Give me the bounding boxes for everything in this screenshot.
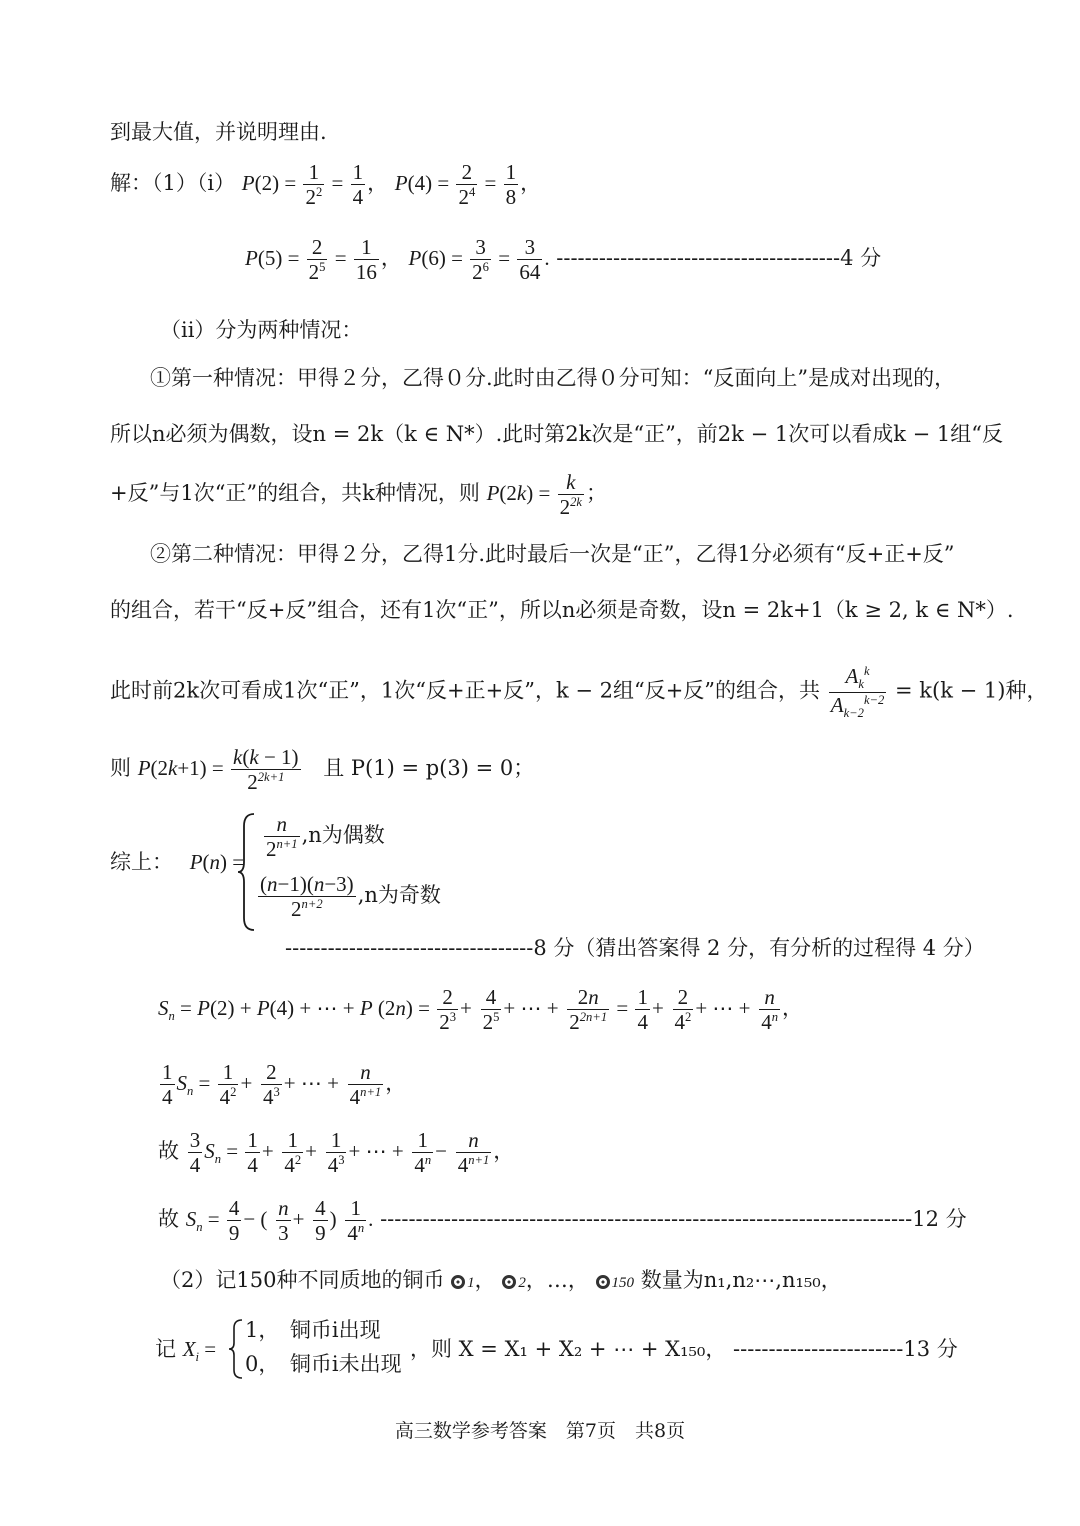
text-line: 则 P(2k+1) = $\frac{k(k - 1)}{2^{2k+1}}$ 且 P(1) = p(3) = 0； xyxy=(110,745,535,795)
solution-line-1: 解：（1）（i） P(2) = $\frac{1}{2^2}$ = $\frac{1}{4}$ ， P(4) = $\frac{2}{2^4}$ = $\frac{1}{8}$ ， xyxy=(110,160,542,210)
indicator-sum: ，则 X = X₁ + X₂ + ⋯ + X₁₅₀， ------------------------13 分 xyxy=(410,1337,958,1361)
text-line: ①第一种情况：甲得２分，乙得０分.此时由乙得０分可知：“反面向上”是成对出现的， xyxy=(150,366,956,390)
text-line: +反”与1次“正”的组合，共k种情况，则 P(2k) = $\frac{k}{2^{2k}}$ ； xyxy=(110,470,607,520)
case-even: $\frac{n}{2^{n+1}}$ ,n为偶数 xyxy=(266,812,385,862)
text-line: 到最大值，并说明理由. xyxy=(110,120,327,144)
sum-line: $\frac{1}{4}$ $S_n$ = $\frac{1}{4^2}$ + $\frac{2}{4^3}$ + ⋯ + $\frac{n}{4^{n+1}}$ ， xyxy=(162,1060,407,1110)
case-present: 1， 铜币i出现 xyxy=(245,1318,381,1342)
text-line: 此时前2k次可看成1次“正”，1次“反+正+反”，k − 2组“反+反”的组合，共 $\frac{A_k^k}{A_{k-2}^{k-2}}$ = k(k − 1)种， xyxy=(110,664,1048,720)
score-marker: ------------------------13 分 xyxy=(733,1337,958,1361)
text-line: ②第二种情况：甲得２分，乙得1分.此时最后一次是“正”，乙得1分必须有“反+正+反” xyxy=(150,542,955,566)
solution-line-2: P(5) = $\frac{2}{2^5}$ = $\frac{1}{16}$ ， P(6) = $\frac{3}{2^6}$ = $\frac{3}{64}$ . ----------------------------------------4 分 xyxy=(245,235,882,285)
sum-line: $S_n = P(2) + P(4)$ + ⋯ + P (2n) = $\frac{2}{2^3}$ + $\frac{4}{2^5}$ + ⋯ + $\frac{2n}{2^{2n+1}}$ = $\frac{1}{4}$ + $\frac{2}{4^2}$ + ⋯ + $\frac{n}{4^n}$ ， xyxy=(158,985,803,1035)
coin-icon xyxy=(502,1275,516,1289)
page-footer: 高三数学参考答案 第7页 共8页 xyxy=(394,1420,686,1442)
case-odd: $\frac{(n-1)(n-3)}{2^{n+2}}$ ,n为奇数 xyxy=(260,872,441,922)
part-2-line: （2）记150种不同质地的铜币 1， 2，…， 150 数量为n₁,n₂⋯,n₁₅₀， xyxy=(160,1268,842,1292)
score-marker: ---------------------------------------------------------------------------12 分 xyxy=(380,1207,967,1232)
text-line: 的组合，若干“反+反”组合，还有1次“正”，所以n必须是奇数，设n = 2k+1（k ≥ 2, k ∈ N*）. xyxy=(110,598,1014,622)
brace-icon xyxy=(238,812,258,932)
score-marker: ----------------------------------------4 分 xyxy=(556,246,882,271)
coin-icon xyxy=(451,1275,465,1289)
text-line: 所以n必须为偶数，设n = 2k（k ∈ N*）.此时第2k次是“正”，前2k − 1次可以看成k − 1组“反 xyxy=(110,422,1003,446)
indicator-definition: 记 $X_i$ = xyxy=(155,1337,217,1365)
sum-line: 故 $\frac{3}{4}$ $S_n$ = $\frac{1}{4}$ + $\frac{1}{4^2}$ + $\frac{1}{4^3}$ + ⋯ + $\frac{1}{4^n}$ − $\frac{n}{4^{n+1}}$ ， xyxy=(158,1128,515,1178)
case-absent: 0， 铜币i未出现 xyxy=(245,1352,402,1376)
piecewise-definition: 综上： P(n) = xyxy=(110,850,245,874)
brace-icon xyxy=(229,1318,245,1380)
solution-prefix: 解：（1）（i） xyxy=(110,171,236,196)
score-marker: -----------------------------------8 分（猜出答案得 2 分，有分析的过程得 4 分） xyxy=(285,936,985,960)
text-line: （ii）分为两种情况： xyxy=(160,318,363,342)
sum-result: 故 $S_n$ = $\frac{4}{9}$ − ( $\frac{n}{3}$ + $\frac{4}{9}$ ) $\frac{1}{4^n}$ . ---------------------------------------------------------------------------12 分 xyxy=(158,1196,967,1246)
coin-icon xyxy=(596,1275,610,1289)
